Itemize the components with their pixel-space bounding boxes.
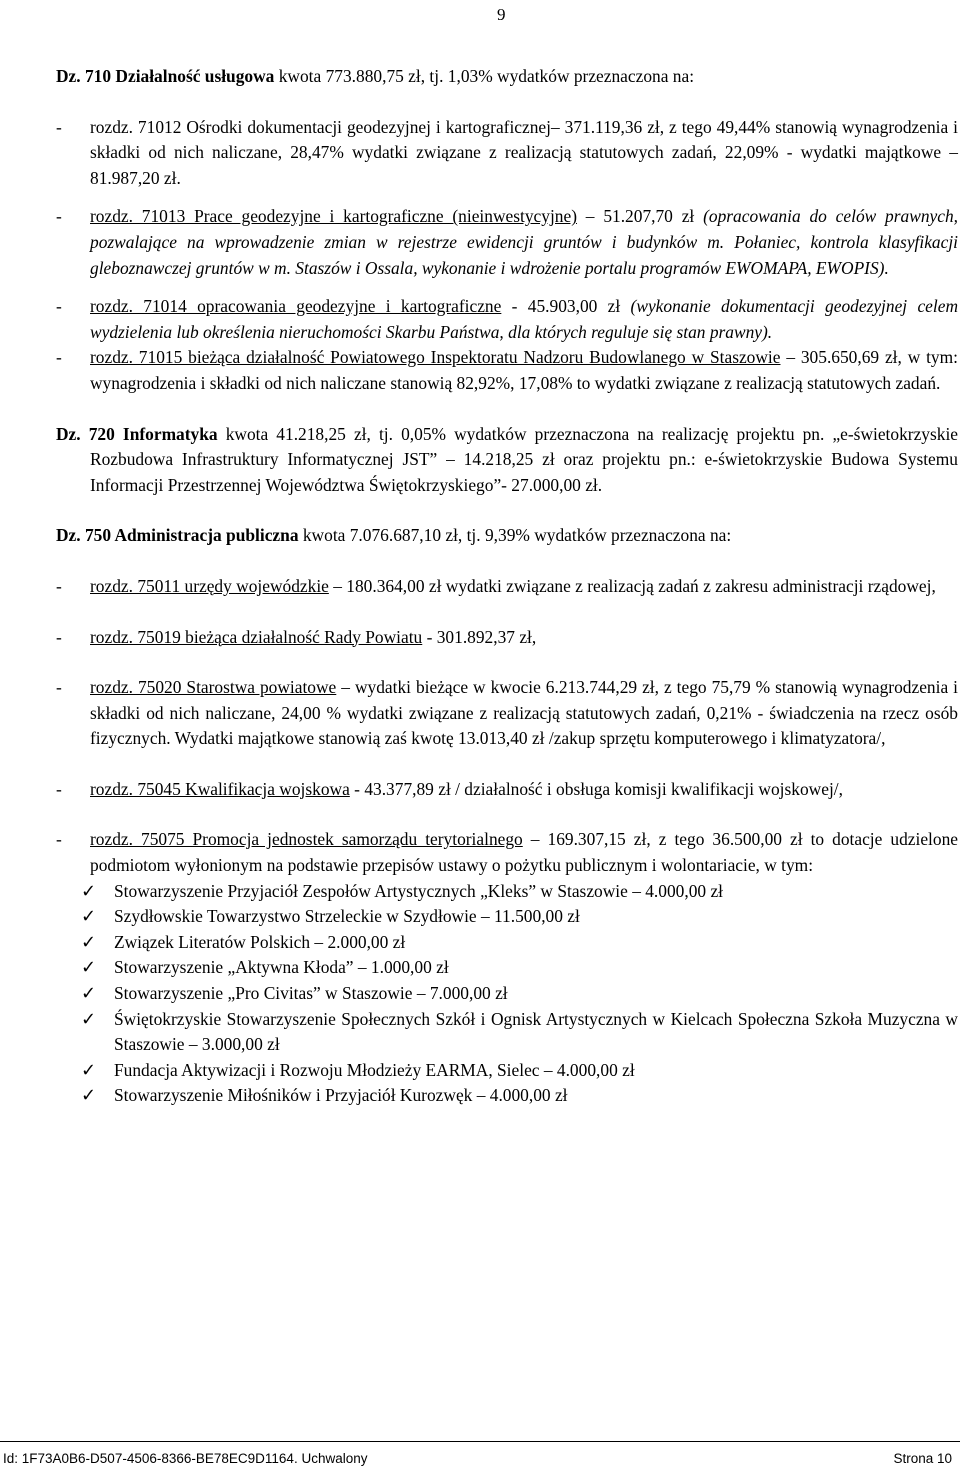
- chapter-text: – 180.364,00 zł wydatki związane z realizacją zadań z zakresu administracji rządowej,: [328, 575, 936, 596]
- grant-text: Stowarzyszenie „Pro Civitas” w Staszowie – 7.000,00 zł: [114, 983, 508, 1004]
- page-indicator: Strona 10: [893, 1451, 952, 1466]
- chapter-label: rozdz. 75020 Starostwa powiatowe: [90, 677, 337, 698]
- grant-text: Stowarzyszenie Miłośników i Przyjaciół Kurozwęk – 4.000,00 zł: [114, 1085, 568, 1106]
- list-dash: -: [56, 296, 62, 317]
- chapter-label: rozdz. 75075 Promocja jednostek samorządu terytorialnego: [90, 829, 523, 850]
- grant-item: [81, 1083, 958, 1109]
- chapter-75020: [56, 675, 958, 752]
- section-name: Informatyka: [122, 423, 218, 444]
- checkmark-icon: ✓: [81, 983, 97, 1005]
- chapter-75019: [56, 625, 958, 651]
- chapter-description: (opracowania do celów prawnych, pozwalające na wprowadzenie zmian w rejestrze ewidencji gruntów i budynków m. Połaniec, kontrola klasyfikacji gleboznawczej gruntów w m. Staszów i Ossala, wykonanie i wdrożenie portalu programów EWOMAPA, EWOPIS).: [90, 206, 958, 278]
- checkmark-icon: ✓: [81, 931, 97, 953]
- chapter-75045: [56, 777, 958, 803]
- section-text: kwota 7.076.687,10 zł, tj. 9,39% wydatków przeznaczona na:: [298, 525, 732, 546]
- document-body: [56, 64, 958, 1109]
- chapter-text: – wydatki bieżące w kwocie 6.213.744,29 zł, z tego 75,79 % stanowią wynagrodzenia i składki od nich naliczane, 24,00 % wydatki związane z realizacją statutowych zadań, 0,21% - świadczenia na rzecz osób fizycznych. Wydatki majątkowe stanowią zaś kwotę 13.013,40 zł /zakup sprzętu komputerowego i klimatyzatora/,: [90, 677, 958, 749]
- grant-text: Fundacja Aktywizacji i Rozwoju Młodzieży EARMA, Sielec – 4.000,00 zł: [114, 1059, 635, 1080]
- grant-item: [81, 981, 958, 1007]
- chapter-label: rozdz. 71013 Prace geodezyjne i kartograficzne (nieinwestycyjne): [90, 206, 577, 227]
- chapter-text: - 301.892,37 zł,: [422, 626, 537, 647]
- list-dash: -: [56, 116, 62, 137]
- grant-text: Stowarzyszenie „Aktywna Kłoda” – 1.000,00 zł: [114, 957, 449, 978]
- grant-list: [56, 879, 958, 1109]
- section-dz720: [56, 422, 958, 499]
- checkmark-icon: ✓: [81, 1085, 97, 1107]
- section-dz710: [56, 64, 958, 90]
- chapter-71013: [56, 204, 958, 281]
- document-id: Id: 1F73A0B6-D507-4506-8366-BE78EC9D1164. Uchwalony: [3, 1451, 368, 1466]
- list-dash: -: [56, 778, 62, 799]
- list-dash: -: [56, 347, 62, 368]
- chapter-text: - 43.377,89 zł / działalność i obsługa komisji kwalifikacji wojskowej/,: [349, 778, 843, 799]
- chapter-75011: [56, 574, 958, 600]
- list-dash: -: [56, 677, 62, 698]
- grant-item: [81, 955, 958, 981]
- chapter-label: rozdz. 71014 opracowania geodezyjne i kartograficzne: [90, 296, 502, 317]
- chapter-label: rozdz. 75045 Kwalifikacja wojskowa: [90, 778, 350, 799]
- section-text: kwota 773.880,75 zł, tj. 1,03% wydatków przeznaczona na:: [274, 66, 695, 86]
- section-dz750: [56, 523, 958, 549]
- list-dash: -: [56, 206, 62, 227]
- grant-item: [81, 904, 958, 930]
- page-number: 9: [497, 5, 506, 24]
- checkmark-icon: ✓: [81, 1008, 97, 1030]
- grant-item: [81, 879, 958, 905]
- section-name: Administracja publiczna: [114, 525, 299, 546]
- list-dash: -: [56, 626, 62, 647]
- grant-text: Świętokrzyskie Stowarzyszenie Społecznych Szkół i Ognisk Artystycznych w Kielcach Społeczna Szkoła Muzyczna w Staszowie – 3.000,00 zł: [114, 1008, 958, 1055]
- chapter-71012: [56, 115, 958, 192]
- grant-item: [81, 930, 958, 956]
- grant-item: [81, 1058, 958, 1084]
- grant-text: Szydłowskie Towarzystwo Strzeleckie w Szydłowie – 11.500,00 zł: [114, 906, 580, 927]
- list-dash: -: [56, 829, 62, 850]
- chapter-75075: [56, 827, 958, 878]
- chapter-71014: [56, 294, 958, 345]
- chapter-label: rozdz. 75019 bieżąca działalność Rady Powiatu: [90, 626, 423, 647]
- chapter-description: (wykonanie dokumentacji geodezyjnej celem wydzielenia lub określenia nieruchomości Skarbu Państwa, dla których reguluje się stan prawny).: [90, 296, 959, 342]
- section-text: kwota 41.218,25 zł, tj. 0,05% wydatków przeznaczona na realizację projektu pn. „e-świetokrzyskie Rozbudowa Infrastruktury Informatycznej JST” – 14.218,25 zł oraz projektu pn.: e-świetokrzyskie Budowa Systemu Informacji Przestrzennej Województwa Świętokrzyskiego”- 27.000,00 zł.: [90, 423, 958, 495]
- checkmark-icon: ✓: [81, 1059, 97, 1081]
- list-dash: -: [56, 575, 62, 596]
- section-prefix: Dz. 720: [56, 423, 123, 444]
- section-prefix: Dz. 750: [56, 525, 115, 546]
- grant-text: Stowarzyszenie Przyjaciół Zespołów Artystycznych „Kleks” w Staszowie – 4.000,00 zł: [114, 880, 724, 901]
- chapter-text: – 169.307,15 zł, z tego 36.500,00 zł to dotacje udzielone podmiotom wyłonionym na podstawie przepisów ustawy o pożytku publicznym i wolontariacie, w tym:: [90, 829, 958, 876]
- chapter-text: - 45.903,00 zł: [501, 296, 631, 317]
- checkmark-icon: ✓: [81, 957, 97, 979]
- chapter-text: – 305.650,69 zł, w tym: wynagrodzenia i składki od nich naliczane stanowią 82,92%, 17,08% to wydatki związane z realizacją statutowych zadań.: [90, 347, 958, 393]
- section-name: Działalność usługowa: [115, 66, 275, 86]
- checkmark-icon: ✓: [81, 880, 97, 902]
- chapter-71015: [56, 345, 958, 396]
- section-prefix: Dz. 710: [56, 66, 116, 86]
- chapter-text: – 371.119,36 zł, z tego 49,44% stanowią wynagrodzenia i składki od nich naliczane, 28,47% wydatki związane z realizacją statutowych zadań, 22,09% - wydatki majątkowe – 81.987,20 zł.: [90, 116, 958, 188]
- chapter-label: rozdz. 71012 Ośrodki dokumentacji geodezyjnej i kartograficznej: [90, 116, 551, 137]
- grant-text: Związek Literatów Polskich – 2.000,00 zł: [114, 931, 406, 952]
- checkmark-icon: ✓: [81, 906, 97, 928]
- chapter-label: rozdz. 75011 urzędy wojewódzkie: [90, 575, 329, 596]
- page-footer: [0, 1441, 960, 1466]
- chapter-text: – 51.207,70 zł: [576, 206, 704, 227]
- chapter-label: rozdz. 71015 bieżąca działalność Powiatowego Inspektoratu Nadzoru Budowlanego w Staszowie: [90, 347, 781, 368]
- grant-item: [81, 1007, 958, 1058]
